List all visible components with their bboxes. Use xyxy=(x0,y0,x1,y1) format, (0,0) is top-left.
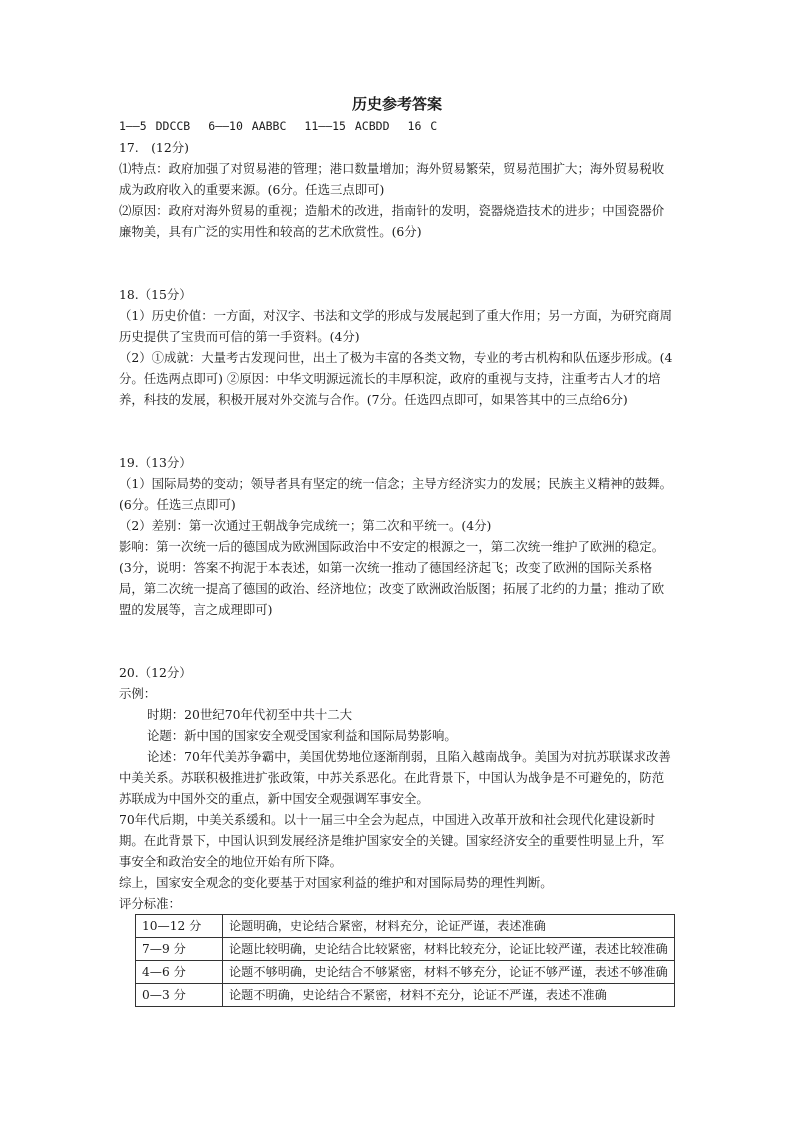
answer-sheet xyxy=(119,92,675,1007)
answer-paragraph: ⑵原因：政府对海外贸易的重视；造船术的改进，指南针的发明，瓷器烧造技术的进步；中国瓷器价廉物美，具有广泛的实用性和较高的艺术欣赏性。(6分) xyxy=(119,203,665,239)
rubric-table xyxy=(135,914,675,1007)
table-row xyxy=(136,938,675,961)
question-heading: 19.（13分） xyxy=(119,455,192,470)
question-heading: 17. (12分) xyxy=(119,140,189,155)
criteria-cell: 论题比较明确，史论结合比较紧密，材料比较充分，论证比较严谨，表述比较准确 xyxy=(223,938,675,961)
answer-paragraph: （2）差别：第一次通过王朝战争完成统一；第二次和平统一。(4分) xyxy=(119,518,492,533)
answer-paragraph: 70年代后期，中美关系缓和。以十一届三中全会为起点，中国进入改革开放和社会现代化建设新时期。在此背景下，中国认识到发展经济是维护国家安全的关键。国家经济安全的重要性明显上升，军事安全和政治安全的地位开始有所下降。 xyxy=(119,812,665,869)
table-row xyxy=(136,984,675,1007)
question-20 xyxy=(119,662,675,1007)
summary-paragraph: 综上，国家安全观念的变化要基于对国家利益的维护和对国际局势的理性判断。 xyxy=(119,875,553,890)
mc-group: 11——15 ACBDD xyxy=(304,119,390,133)
table-row xyxy=(136,961,675,984)
score-cell: 0—3 分 xyxy=(136,984,223,1007)
example-label: 示例： xyxy=(119,686,157,701)
score-cell: 4—6 分 xyxy=(136,961,223,984)
mc-group: 1——5 DDCCB xyxy=(119,119,191,133)
mc-group: 16 C xyxy=(407,119,438,133)
rubric-label: 评分标准： xyxy=(119,896,181,911)
argument-paragraph: 论述：70年代美苏争霸中，美国优势地位逐渐削弱，且陷入越南战争。美国为对抗苏联谋求改善中美关系。苏联积极推进扩张政策，中苏关系恶化。在此背景下，中国认为战争是不可避免的，防范苏联成为中国外交的重点，新中国安全观强调军事安全。 xyxy=(119,749,671,806)
page-title: 历史参考答案 xyxy=(351,95,442,113)
question-heading: 18.（15分） xyxy=(119,287,192,302)
answer-paragraph: 影响：第一次统一后的德国成为欧洲国际政治中不安定的根源之一，第二次统一维护了欧洲的稳定。(3分，说明：答案不拘泥于本表述，如第一次统一推动了德国经济起飞；改变了欧洲的国际关系格局，第二次统一提高了德国的政治、经济地位；改变了欧洲政治版图；拓展了北约的力量；推动了欧盟的发展等，言之成理即可) xyxy=(119,539,665,617)
period-line: 时期：20世纪70年代初至中共十二大 xyxy=(147,707,353,722)
answer-paragraph: ⑴特点：政府加强了对贸易港的管理；港口数量增加；海外贸易繁荣，贸易范围扩大；海外贸易税收成为政府收入的重要来源。(6分。任选三点即可) xyxy=(119,161,665,197)
question-17 xyxy=(119,137,675,242)
score-cell: 10—12 分 xyxy=(136,915,223,938)
multiple-choice-answers xyxy=(119,116,675,137)
answer-paragraph: （1）历史价值：一方面，对汉字、书法和文学的形成与发展起到了重大作用；另一方面，为研究商周历史提供了宝贵而可信的第一手资料。(4分) xyxy=(119,308,673,344)
score-cell: 7—9 分 xyxy=(136,938,223,961)
question-heading: 20.（12分） xyxy=(119,665,192,680)
table-row xyxy=(136,915,675,938)
answer-paragraph: （1）国际局势的变动；领导者具有坚定的统一信念；主导方经济实力的发展；民族主义精神的鼓舞。(6分。任选三点即可) xyxy=(119,476,673,512)
thesis-line: 论题：新中国的国家安全观受国家利益和国际局势影响。 xyxy=(147,728,457,743)
criteria-cell: 论题不够明确，史论结合不够紧密，材料不够充分，论证不够严谨，表述不够准确 xyxy=(223,961,675,984)
criteria-cell: 论题明确，史论结合紧密，材料充分，论证严谨，表述准确 xyxy=(223,915,675,938)
mc-group: 6——10 AABBC xyxy=(208,119,287,133)
question-19 xyxy=(119,452,675,620)
question-18 xyxy=(119,284,675,410)
answer-paragraph: （2）①成就：大量考古发现问世，出土了极为丰富的各类文物，专业的考古机构和队伍逐步形成。(4 分。任选两点即可) ②原因：中华文明源远流长的丰厚积淀，政府的重视与支持，注重考古人才的培养，科技的发展，积极开展对外交流与合作。(7分。任选四点即可，如果答其中的三点给6分) xyxy=(119,350,673,407)
criteria-cell: 论题不明确，史论结合不紧密，材料不充分，论证不严谨，表述不准确 xyxy=(223,984,675,1007)
